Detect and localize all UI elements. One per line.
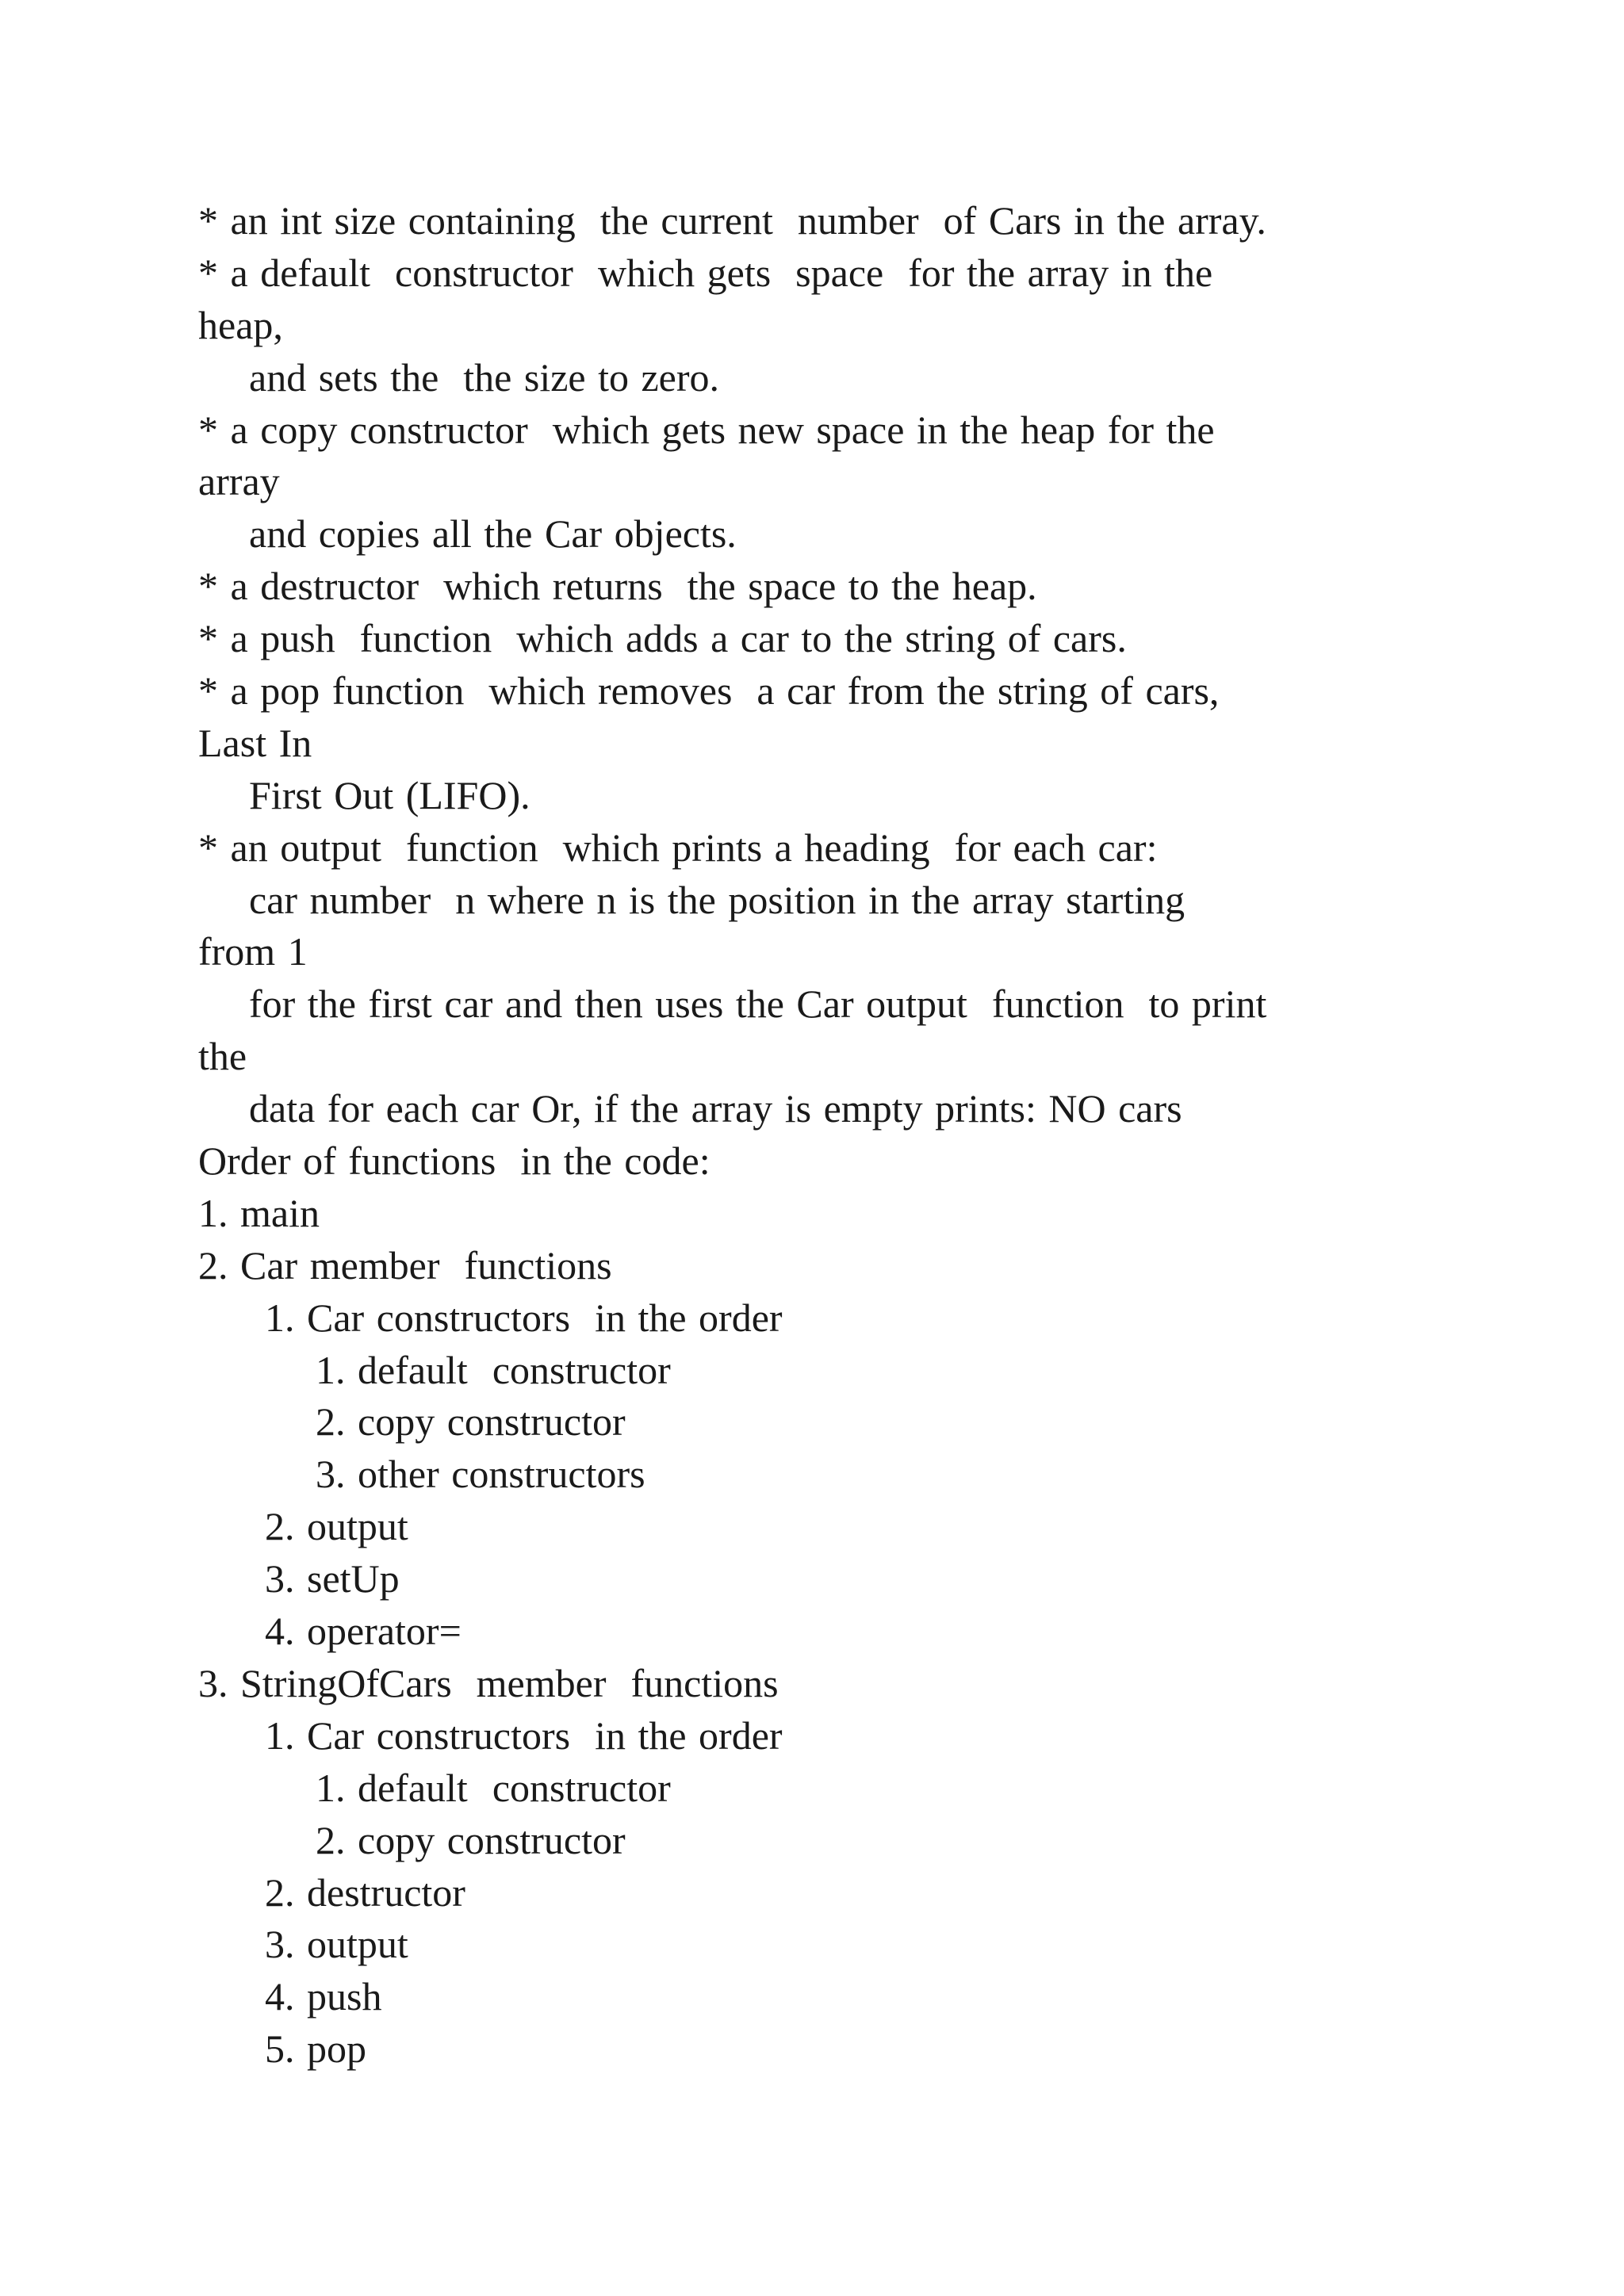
text-line: * an int size containing the current number of Cars in the array.	[198, 198, 1266, 243]
document-body	[198, 195, 1467, 2076]
list-item: 3. other constructors	[316, 1452, 645, 1497]
list-item: 2. Car member functions	[198, 1242, 612, 1288]
list-item: 1. Car constructors in the order	[265, 1712, 783, 1758]
list-item: 3. output	[265, 1922, 408, 1967]
text-line: Last In	[198, 720, 312, 765]
list-item: 1. main	[198, 1190, 320, 1235]
list-item: 2. destructor	[265, 1869, 465, 1915]
list-item: 4. operator=	[265, 1609, 462, 1654]
text-line: * an output function which prints a heading for each car:	[198, 825, 1158, 870]
list-item: 1. Car constructors in the order	[265, 1295, 783, 1340]
list-item: 3. StringOfCars member functions	[198, 1660, 779, 1705]
text-line: car number n where n is the position in the array starting	[249, 877, 1185, 922]
text-line: * a destructor which returns the space to the heap.	[198, 564, 1037, 609]
section-heading: Order of functions in the code:	[198, 1138, 710, 1184]
list-item: 4. push	[265, 1974, 382, 2019]
text-line: * a push function which adds a car to the string of cars.	[198, 616, 1127, 661]
text-line: the	[198, 1034, 247, 1079]
text-line: * a pop function which removes a car from the string of cars,	[198, 668, 1220, 714]
text-line: from 1	[198, 929, 308, 974]
text-line: array	[198, 459, 280, 504]
list-item: 3. setUp	[265, 1556, 400, 1601]
list-item: 1. default constructor	[316, 1765, 671, 1810]
list-item: 2. output	[265, 1504, 408, 1549]
text-line: and copies all the Car objects.	[249, 511, 737, 557]
text-line: * a copy constructor which gets new space in the heap for the	[198, 407, 1215, 452]
text-line: First Out (LIFO).	[249, 772, 530, 817]
text-line: and sets the the size to zero.	[249, 354, 720, 400]
list-item: 2. copy constructor	[316, 1817, 626, 1862]
text-line: * a default constructor which gets space for the array in the	[198, 250, 1213, 295]
list-item: 2. copy constructor	[316, 1399, 626, 1445]
text-line: data for each car Or, if the array is empty prints: NO cars	[249, 1086, 1182, 1131]
list-item: 5. pop	[265, 2026, 366, 2072]
text-line: for the first car and then uses the Car output function to print	[249, 982, 1267, 1027]
list-item: 1. default constructor	[316, 1347, 671, 1392]
text-line: heap,	[198, 302, 283, 347]
